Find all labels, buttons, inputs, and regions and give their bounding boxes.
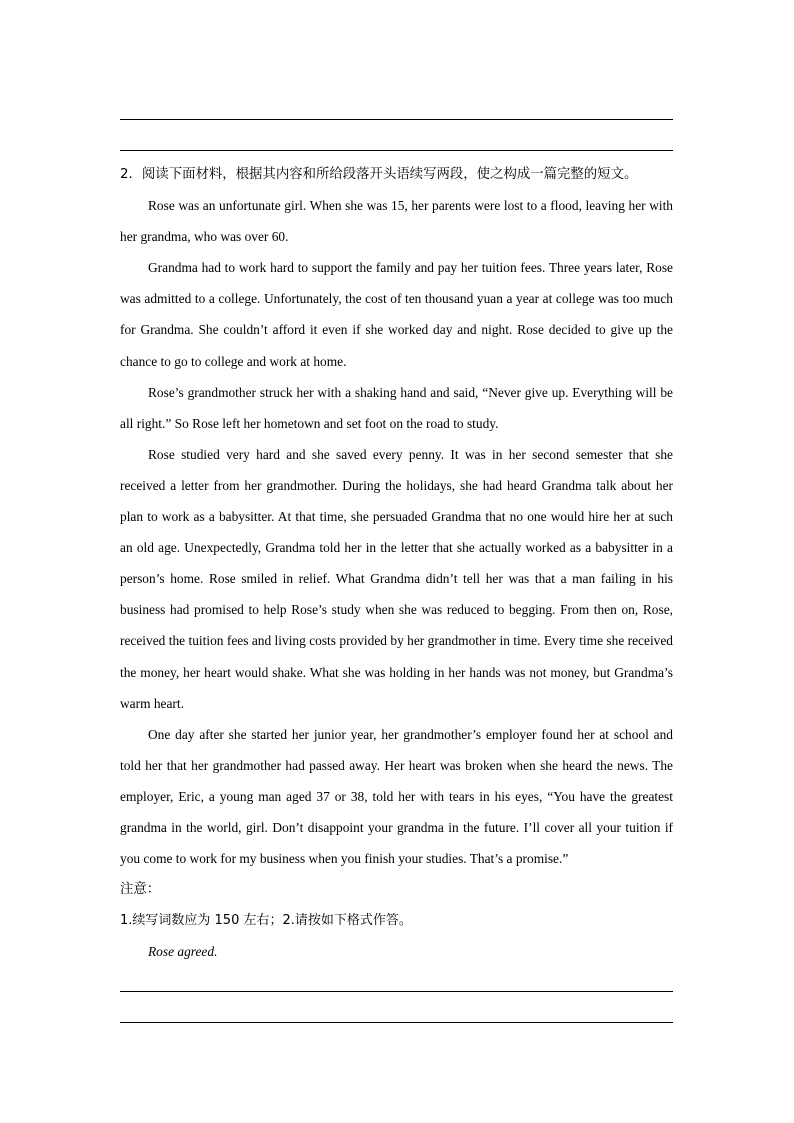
- answer-line-bottom-2: [120, 1022, 673, 1023]
- question-body: [120, 159, 673, 967]
- continuation-starter: Rose agreed.: [148, 944, 218, 960]
- passage-paragraph-3: Rose’s grandmother struck her with a shaking hand and said, “Never give up. Everything will be all right.” So Rose left her hometown and set foot on the road to study.: [120, 384, 673, 431]
- notes-text: 1.续写词数应为 150 左右；2.请按如下格式作答。: [120, 913, 412, 929]
- answer-line-top-1: [120, 119, 673, 120]
- notes-label: 注意：: [120, 882, 161, 898]
- question-heading: [120, 159, 673, 190]
- passage-paragraph-4: Rose studied very hard and she saved every penny. It was in her second semester that she received a letter from her grandmother. During the holidays, she had heard Grandma talk about her plan to work as a babysitter. At that time, she persuaded Grandma that no one would hire her at such an old age. Unexpectedly, Grandma told her in the letter that she actually worked as a babysitter in a person’s home. Rose smiled in relief. What Grandma didn’t tell her was that a man failing in his business had promised to help Rose’s study when she was reduced to begging. From then on, Rose, received the tuition fees and living costs provided by her grandmother in time. Every time she received the money, her heart would shake. What she was holding in her hands was not money, but Grandma’s warm heart.: [120, 446, 673, 711]
- question-prompt: 阅读下面材料，根据其内容和所给段落开头语续写两段，使之构成一篇完整的短文。: [141, 167, 638, 182]
- passage-paragraph-2: Grandma had to work hard to support the family and pay her tuition fees. Three years later, Rose was admitted to a college. Unfortunately, the cost of ten thousand yuan a year at college was too much for Grandma. She couldn’t afford it even if she worked day and night. Rose decided to give up the chance to go to college and work at home.: [120, 260, 673, 369]
- answer-line-top-2: [120, 150, 673, 151]
- answer-line-bottom-1: [120, 991, 673, 992]
- question-number: 2．: [120, 167, 142, 182]
- passage-paragraph-1: Rose was an unfortunate girl. When she was 15, her parents were lost to a flood, leaving her with her grandma, who was over 60.: [120, 198, 673, 245]
- passage-paragraph-5: One day after she started her junior year, her grandmother’s employer found her at school and told her that her grandmother had passed away. Her heart was broken when she heard the news. The employer, Eric, a young man aged 37 or 38, told her with tears in his eyes, “You have the greatest grandma in the world, girl. Don’t disappoint your grandma in the future. I’ll cover all your tuition if you come to work for my business when you finish your studies. That’s a promise.”: [120, 726, 673, 867]
